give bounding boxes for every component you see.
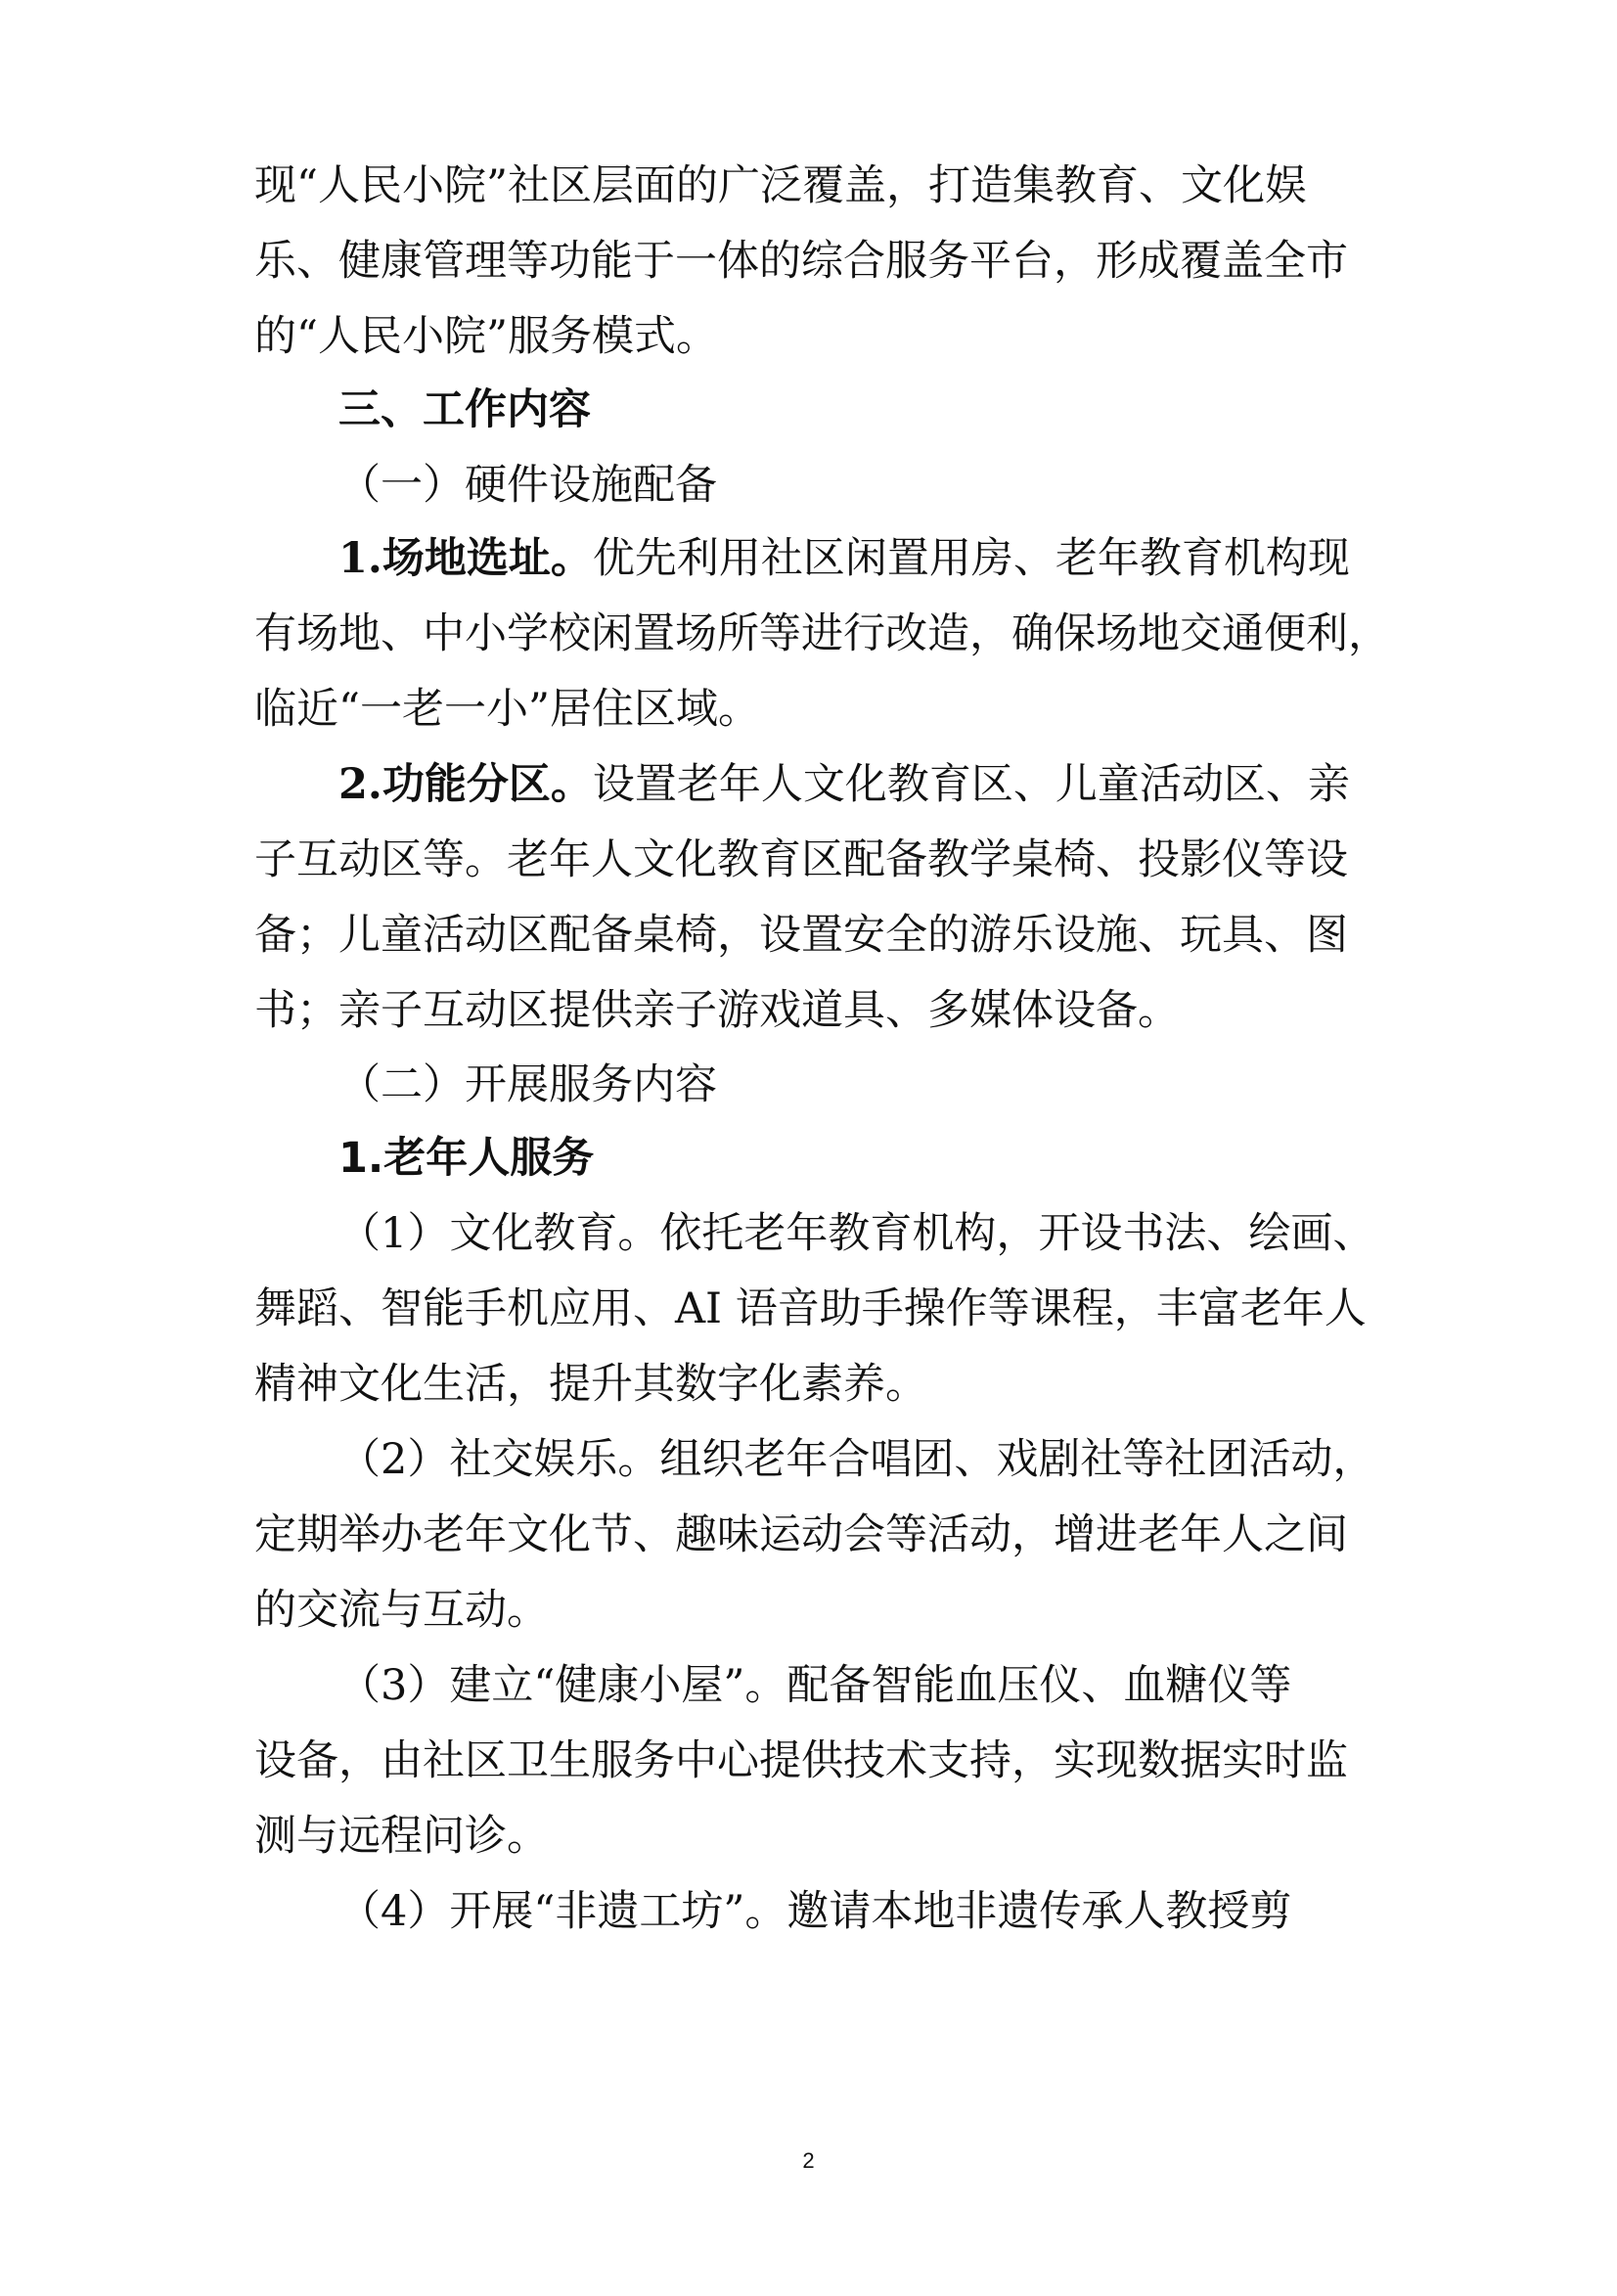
text-line: 的交流与互动。 — [254, 1586, 549, 1635]
item-text: 优先利用社区闲置用房、老年教育机构现 — [592, 534, 1350, 583]
text-line: 定期举办老年文化节、趣味运动会等活动，增进老年人之间 — [254, 1510, 1348, 1559]
text-line: 临近“一老一小”居住区域。 — [254, 685, 760, 734]
item-heading-line — [338, 535, 1350, 582]
text-line: 设备，由社区卫生服务中心提供技术支持，实现数据实时监 — [254, 1736, 1348, 1785]
text-line: 精神文化生活，提升其数字化素养。 — [254, 1360, 927, 1409]
item-text: 设置老年人文化教育区、儿童活动区、亲 — [592, 760, 1350, 809]
item-title: 1.老年人服务 — [338, 1134, 595, 1183]
text-line: 测与远程问诊。 — [254, 1812, 549, 1861]
item-lead: 2.功能分区。 — [338, 760, 593, 809]
section-title: 三、工作内容 — [338, 385, 591, 434]
text-line: 有场地、中小学校闲置场所等进行改造，确保场地交通便利， — [254, 609, 1390, 658]
item-lead: 1.场地选址。 — [338, 534, 593, 583]
text-line: 书；亲子互动区提供亲子游戏道具、多媒体设备。 — [254, 986, 1180, 1035]
text-line: 舞蹈、智能手机应用、AI 语音助手操作等课程，丰富老年人 — [254, 1284, 1367, 1333]
text-line: 乐、健康管理等功能于一体的综合服务平台，形成覆盖全市 — [254, 237, 1348, 286]
paragraph-line: （3）建立“健康小屋”。配备智能血压仪、血糖仪等 — [338, 1661, 1292, 1710]
text-line: 子互动区等。老年人文化教育区配备教学桌椅、投影仪等设 — [254, 835, 1348, 884]
text-line: 现“人民小院”社区层面的广泛覆盖，打造集教育、文化娱 — [254, 161, 1307, 210]
paragraph-line: （1）文化教育。依托老年教育机构，开设书法、绘画、 — [338, 1209, 1375, 1258]
paragraph-line: （2）社交娱乐。组织老年合唱团、戏剧社等社团活动， — [338, 1435, 1375, 1484]
subsection-title: （一）硬件设施配备 — [338, 461, 717, 510]
item-heading-line — [338, 761, 1350, 808]
text-line: 备；儿童活动区配备桌椅，设置安全的游乐设施、玩具、图 — [254, 911, 1348, 960]
subsection-title: （二）开展服务内容 — [338, 1060, 717, 1109]
page-number: 2 — [802, 2148, 815, 2173]
text-line: 的“人民小院”服务模式。 — [254, 312, 718, 361]
paragraph-line: （4）开展“非遗工坊”。邀请本地非遗传承人教授剪 — [338, 1887, 1292, 1936]
